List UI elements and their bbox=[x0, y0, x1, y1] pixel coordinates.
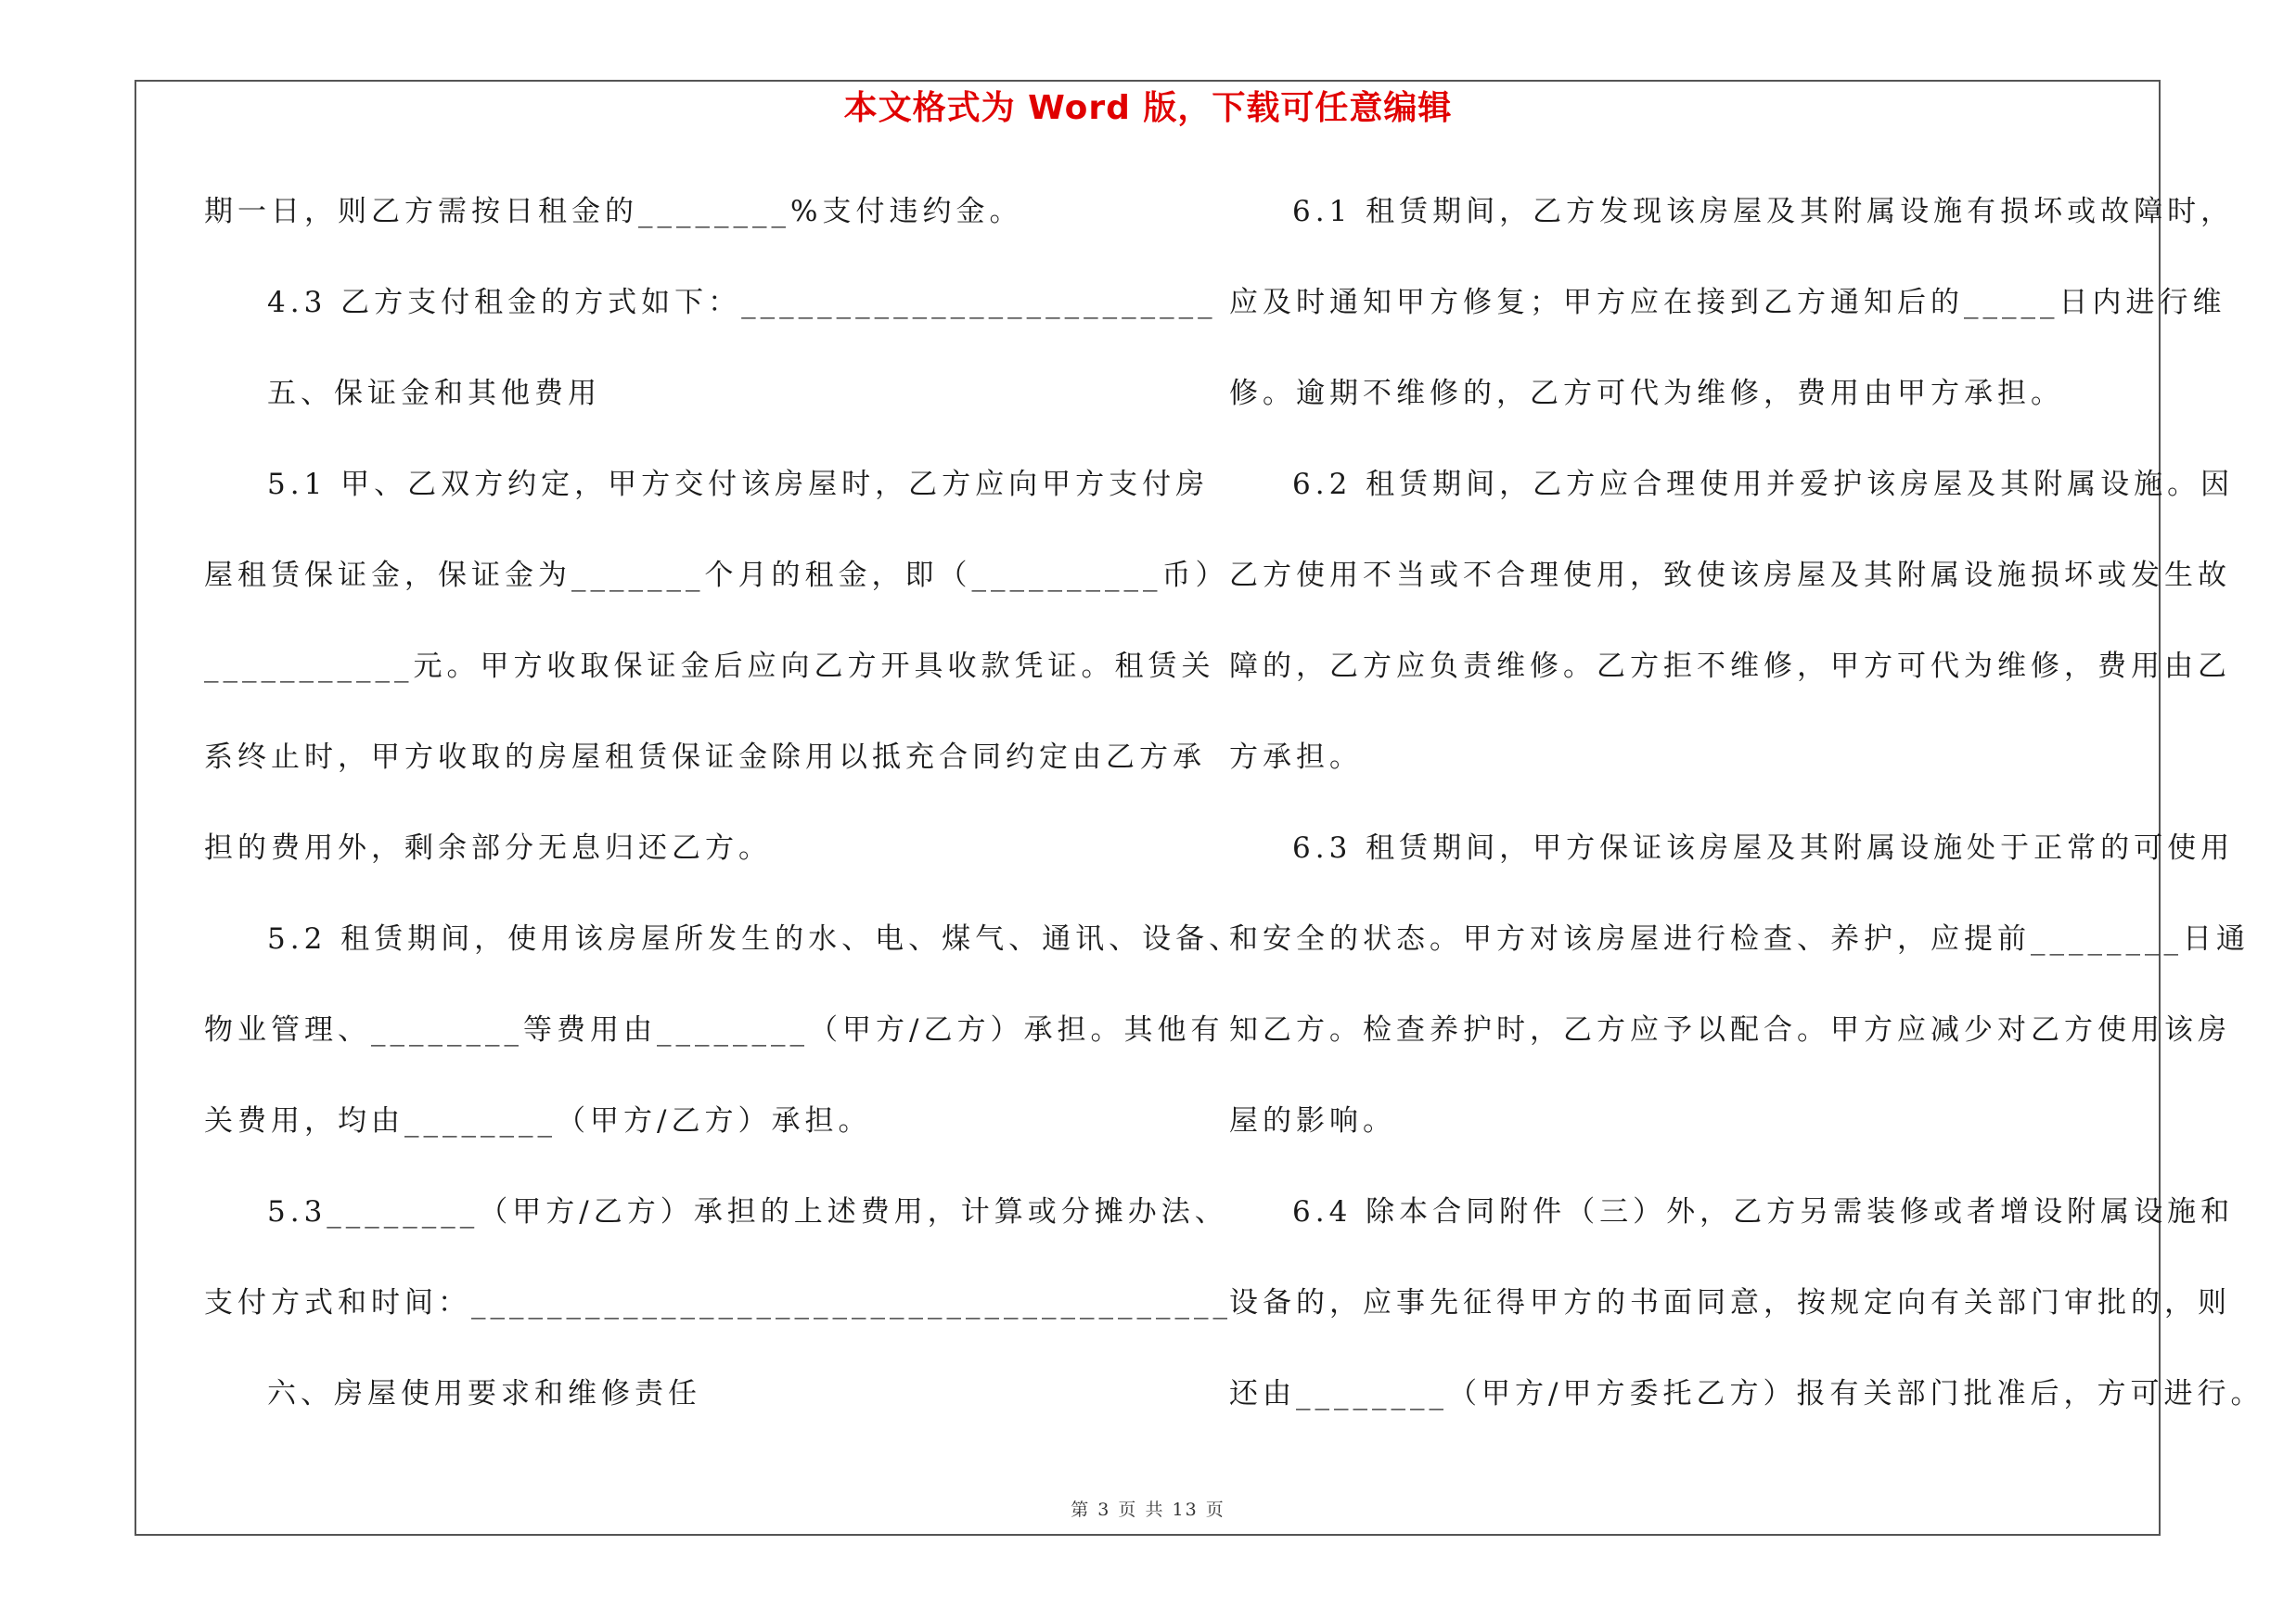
text-line: 6.2 租赁期间，乙方应合理使用并爱护该房屋及其附属设施。因 bbox=[1292, 468, 2235, 501]
text-line: 知乙方。检查养护时，乙方应予以配合。甲方应减少对乙方使用该房 bbox=[1229, 1013, 2231, 1047]
text-line: 系终止时，甲方收取的房屋租赁保证金除用以抵充合同约定由乙方承 bbox=[204, 741, 1206, 774]
text-line: 障的，乙方应负责维修。乙方拒不维修，甲方可代为维修，费用由乙 bbox=[1229, 650, 2231, 683]
text-line: 期一日，则乙方需按日租金的________%支付违约金。 bbox=[204, 195, 1023, 228]
text-line: 乙方使用不当或不合理使用，致使该房屋及其附属设施损坏或发生故 bbox=[1229, 559, 2231, 592]
text-line: 担的费用外，剩余部分无息归还乙方。 bbox=[204, 831, 772, 865]
page-number-footer: 第 3 页 共 13 页 bbox=[1071, 1500, 1225, 1520]
text-line: 六、房屋使用要求和维修责任 bbox=[267, 1377, 701, 1410]
text-line: 设备的，应事先征得甲方的书面同意，按规定向有关部门审批的，则 bbox=[1229, 1286, 2231, 1320]
text-line: 五、保证金和其他费用 bbox=[267, 377, 601, 410]
word-format-banner: 本文格式为 Word 版，下载可任意编辑 bbox=[843, 89, 1453, 127]
text-line: 屋的影响。 bbox=[1229, 1104, 1396, 1138]
text-line: 支付方式和时间：________________________________________ bbox=[204, 1286, 1232, 1320]
text-line: 物业管理、________等费用由________（甲方/乙方）承担。其他有 bbox=[204, 1013, 1225, 1047]
text-line: 方承担。 bbox=[1229, 741, 1363, 774]
left-column bbox=[204, 182, 1243, 1455]
text-line: 还由________（甲方/甲方委托乙方）报有关部门批准后，方可进行。 bbox=[1229, 1377, 2264, 1410]
right-column bbox=[1229, 182, 2264, 1455]
text-line: 应及时通知甲方修复；甲方应在接到乙方通知后的_____日内进行维 bbox=[1229, 286, 2226, 319]
text-line: 6.1 租赁期间，乙方发现该房屋及其附属设施有损坏或故障时， bbox=[1292, 195, 2235, 228]
text-line: 6.4 除本合同附件（三）外，乙方另需装修或者增设附属设施和 bbox=[1292, 1195, 2235, 1229]
text-line: 6.3 租赁期间，甲方保证该房屋及其附属设施处于正常的可使用 bbox=[1292, 831, 2235, 865]
text-line: 和安全的状态。甲方对该房屋进行检查、养护，应提前________日通 bbox=[1229, 922, 2250, 956]
text-line: 屋租赁保证金，保证金为_______个月的租金，即（__________币） bbox=[204, 559, 1229, 592]
text-line: 修。逾期不维修的，乙方可代为维修，费用由甲方承担。 bbox=[1229, 377, 2064, 410]
text-line: 5.1 甲、乙双方约定，甲方交付该房屋时，乙方应向甲方支付房 bbox=[267, 468, 1210, 501]
text-line: ___________元。甲方收取保证金后应向乙方开具收款凭证。租赁关 bbox=[204, 650, 1215, 683]
text-line: 5.3________（甲方/乙方）承担的上述费用，计算或分摊办法、 bbox=[267, 1195, 1228, 1229]
text-line: 5.2 租赁期间，使用该房屋所发生的水、电、煤气、通讯、设备、 bbox=[267, 922, 1243, 956]
text-line: 4.3 乙方支付租金的方式如下：_________________________ bbox=[267, 286, 1217, 319]
text-line: 关费用，均由________（甲方/乙方）承担。 bbox=[204, 1104, 872, 1138]
